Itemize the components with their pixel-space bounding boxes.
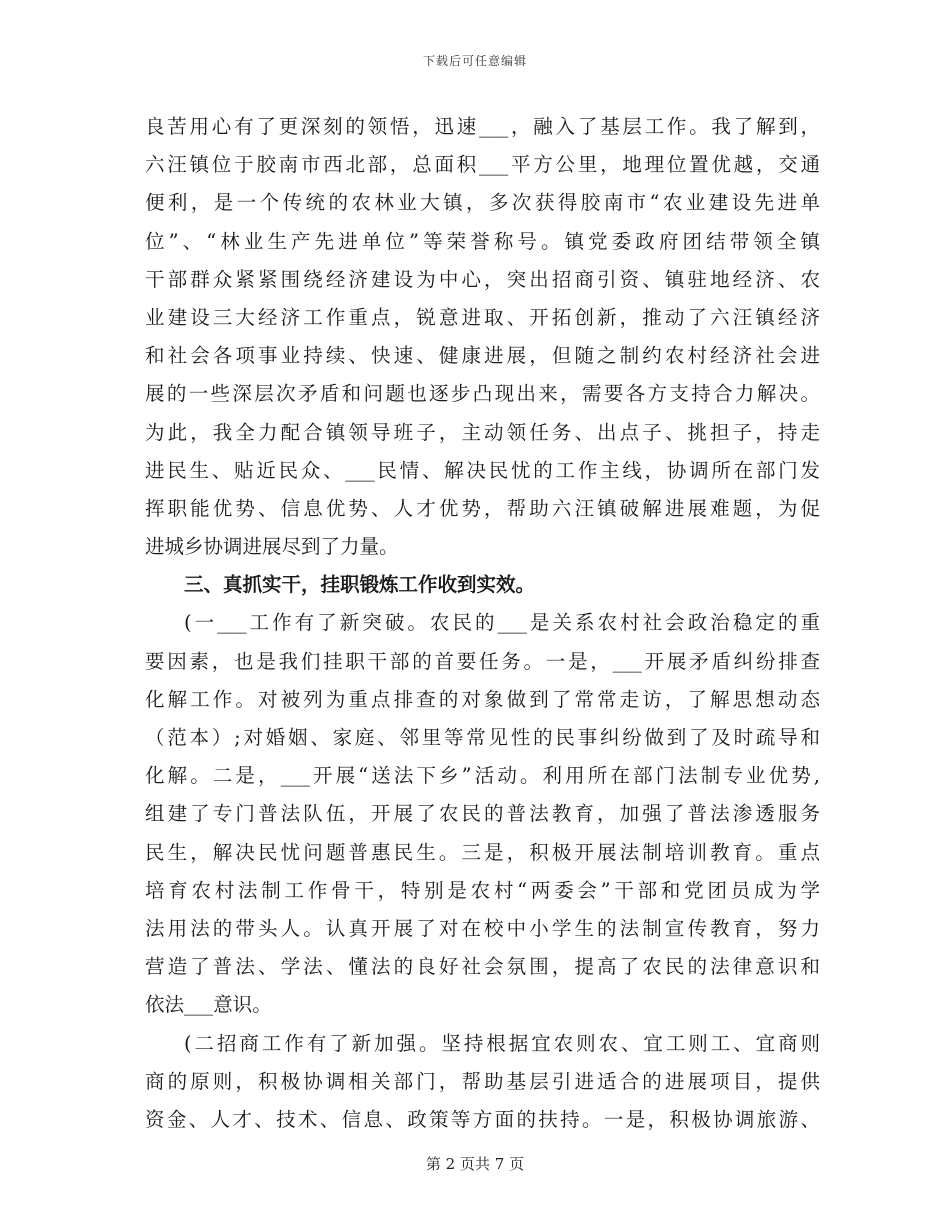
- text-line: 化解。二是，___开展“送法下乡”活动。利用所在部门法制专业优势,: [145, 764, 820, 788]
- text-line: 商的原则，积极协调相关部门，帮助基层引进适合的进展项目，提供: [145, 1069, 820, 1093]
- paragraph-first-line: (二招商工作有了新加强。坚持根据宜农则农、宜工则工、宜商则: [184, 1031, 820, 1055]
- text-line: 要因素，也是我们挂职干部的首要任务。一是，___开展矛盾纠纷排查: [145, 649, 820, 673]
- text-line: 良苦用心有了更深刻的领悟，迅速___，融入了基层工作。我了解到，: [145, 115, 820, 138]
- text-line: 便利，是一个传统的农林业大镇，多次获得胶南市“农业建设先进单: [145, 191, 820, 215]
- document-body: [145, 108, 820, 1139]
- text-line: （范本）;对婚姻、家庭、邻里等常见性的民事纠纷做到了及时疏导和: [145, 726, 820, 749]
- text-line: 法用法的带头人。认真开展了对在校中小学生的法制宣传教育，努力: [145, 916, 820, 940]
- text-line: 展的一些深层次矛盾和问题也逐步凸现出来，需要各方支持合力解决。: [145, 382, 820, 406]
- text-line: 进民生、贴近民众、___民情、解决民忧的工作主线，协调所在部门发: [145, 458, 820, 482]
- text-line: 依法___意识。: [145, 993, 272, 1017]
- text-line: 为此，我全力配合镇领导班子，主动领任务、出点子、挑担子，持走: [145, 420, 820, 444]
- text-line: 营造了普法、学法、懂法的良好社会氛围，提高了农民的法律意识和: [145, 955, 820, 979]
- text-line: 进城乡协调进展尽到了力量。: [145, 535, 399, 559]
- text-line: 和社会各项事业持续、快速、健康进展，但随之制约农村经济社会进: [145, 344, 820, 368]
- section-heading: 三、真抓实干，挂职锻炼工作收到实效。: [184, 573, 536, 597]
- text-line: 挥职能优势、信息优势、人才优势，帮助六汪镇破解进展难题，为促: [145, 496, 820, 520]
- text-line: 化解工作。对被列为重点排查的对象做到了常常走访，了解思想动态: [145, 687, 820, 711]
- text-line: 民生，解决民忧问题普惠民生。三是，积极开展法制培训教育。重点: [145, 840, 820, 864]
- text-line: 位”、“林业生产先进单位”等荣誉称号。镇党委政府团结带领全镇: [145, 229, 820, 253]
- text-line: 培育农村法制工作骨干，特别是农村“两委会”干部和党团员成为学: [145, 878, 820, 902]
- text-line: 组建了专门普法队伍，开展了农民的普法教育，加强了普法渗透服务: [145, 802, 820, 826]
- text-line: 干部群众紧紧围绕经济建设为中心，突出招商引资、镇驻地经济、农: [145, 267, 820, 291]
- page-footer: 第 2 页共 7 页: [425, 1155, 525, 1173]
- text-line: 业建设三大经济工作重点，锐意进取、开拓创新，推动了六汪镇经济: [145, 305, 820, 329]
- text-line: 资金、人才、技术、信息、政策等方面的扶持。一是，积极协调旅游、: [145, 1107, 820, 1131]
- paragraph-first-line: (一___工作有了新突破。农民的___是关系农村社会政治稳定的重: [184, 611, 820, 635]
- page-header: 下载后可任意编辑: [422, 54, 527, 68]
- text-line: 六汪镇位于胶南市西北部，总面积___平方公里，地理位置优越，交通: [145, 153, 820, 177]
